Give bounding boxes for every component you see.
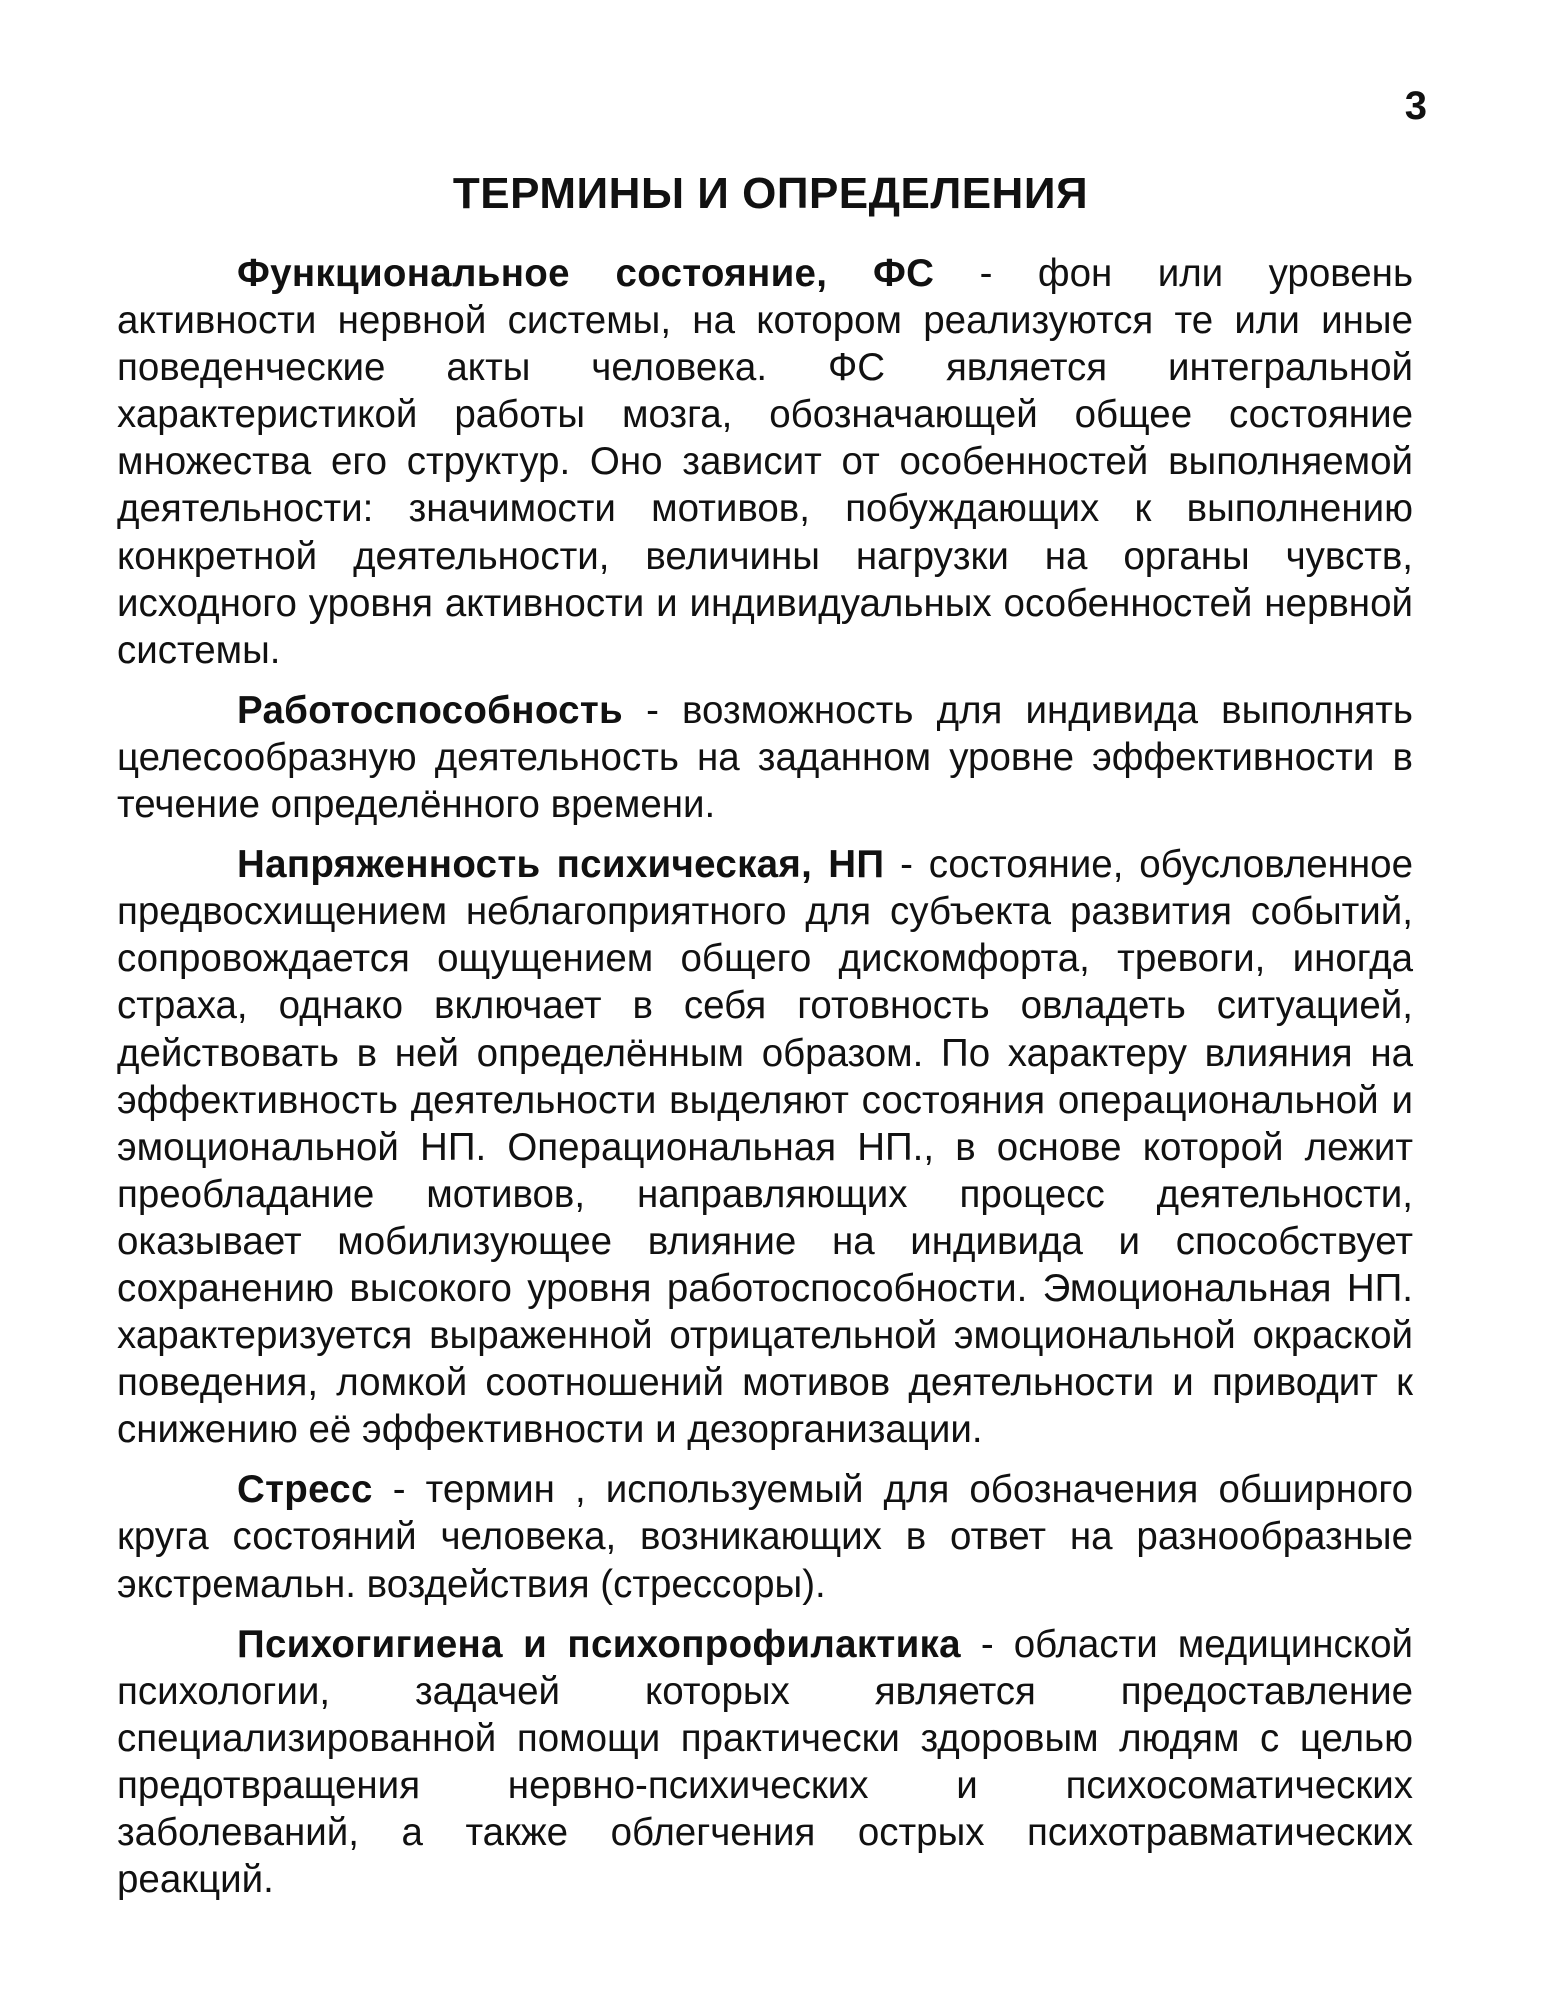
definition-working-capacity — [117, 687, 1413, 828]
definition-psychohygiene — [117, 1621, 1413, 1904]
definition-text: - возможность для индивида выполнять целесообразную деятельность на заданном уровне эффективности в течение определённого времени. — [117, 688, 1413, 827]
term-mental-tension: Напряженность психическая, НП — [237, 843, 885, 887]
definition-mental-tension — [117, 841, 1413, 1453]
page-number: 3 — [1404, 84, 1427, 128]
definitions-list — [117, 250, 1413, 1916]
term-stress: Стресс — [237, 1468, 373, 1512]
definition-text: - термин , используемый для обозначения обширного круга состояний человека, возникающих в ответ на разнообразные экстремальн. воздействия (стрессоры). — [117, 1468, 1413, 1606]
definition-functional-state — [117, 250, 1413, 674]
term-functional-state: Функциональное состояние, ФС — [237, 252, 935, 295]
definition-text: - области медицинской психологии, задачей которых является предоставление специализированной помощи практически здоровым людям с целью предотвращения нервно-психических и психосоматических заболеваний, а также облегчения острых психотравматических реакций. — [117, 1622, 1413, 1902]
page-title: ТЕРМИНЫ И ОПРЕДЕЛЕНИЯ — [452, 169, 1089, 218]
term-working-capacity: Работоспособность — [237, 688, 623, 732]
definition-text: - фон или уровень активности нервной системы, на котором реализуются те или иные поведенческие акты человека. ФС является интегральной характеристикой работы мозга, обозначающей общее состояние множества его структур. Оно зависит от особенностей выполняемой деятельности: значимости мотивов, побуждающих к выполнению конкретной деятельности, величины нагрузки на органы чувств, исходного уровня активности и индивидуальных особенностей нервной системы. — [117, 252, 1413, 672]
definition-text: - состояние, обусловленное предвосхищением неблагоприятного для субъекта развития событий, сопровождается ощущением общего дискомфорта, тревоги, иногда страха, однако включает в себя готовность овладеть ситуацией, действовать в ней определённым образом. По характеру влияния на эффективность деятельности выделяют состояния операциональной и эмоциональной НП. Операциональная НП., в основе которой лежит преобладание мотивов, направляющих процесс деятельности, оказывает мобилизующее влияние на индивида и способствует сохранению высокого уровня работоспособности. Эмоциональная НП. характеризуется выраженной отрицательной эмоциональной окраской поведения, ломкой соотношений мотивов деятельности и приводит к снижению её эффективности и дезорганизации. — [117, 843, 1413, 1452]
definition-stress — [117, 1466, 1413, 1607]
term-psychohygiene: Психогигиена и психопрофилактика — [237, 1622, 961, 1666]
